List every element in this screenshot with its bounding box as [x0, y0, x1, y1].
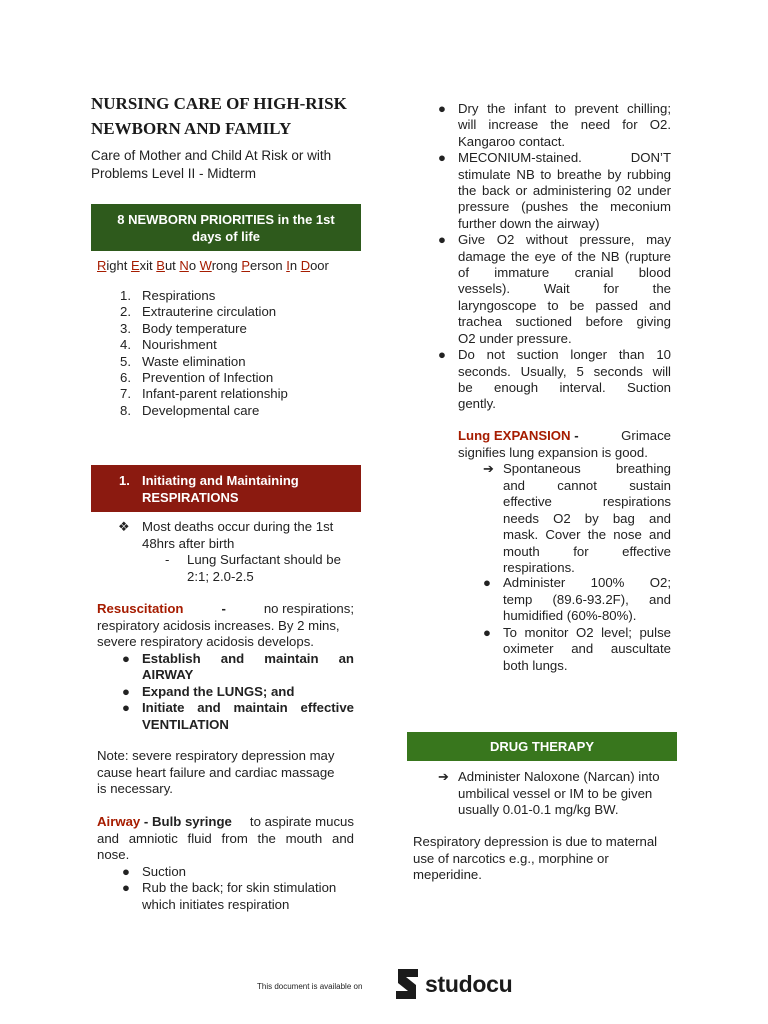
mnemonic-letter: D	[300, 258, 311, 273]
mnemonic-rest: rong	[211, 258, 238, 273]
bullet-line: VENTILATION	[142, 716, 229, 732]
priority-text: Respirations	[142, 288, 216, 303]
mnemonic-letter: B	[156, 258, 165, 273]
priorities-mnemonic	[97, 258, 367, 273]
mnemonic-letter: W	[199, 258, 212, 273]
right-bullet-list	[434, 101, 671, 413]
diamond-bullet-icon: ❖	[118, 519, 130, 534]
priority-text: Developmental care	[142, 402, 260, 418]
bullet-line: Give O2 without pressure, may	[458, 232, 671, 248]
subtitle-line: Problems Level II - Midterm	[91, 166, 257, 181]
bulb-syringe-text: Bulb syringe	[151, 814, 232, 829]
title-line: NURSING CARE OF HIGH-RISK	[91, 94, 347, 113]
bullet-dot-icon: ●	[122, 650, 130, 666]
bullet-line: Kangaroo contact.	[458, 133, 566, 149]
mnemonic-rest: erson	[250, 258, 283, 273]
bullet-line: needs O2 by bag and	[503, 510, 671, 526]
bullet-line: both lungs.	[503, 657, 568, 673]
priority-item	[117, 403, 357, 419]
airway-section	[97, 814, 354, 913]
studocu-logo-icon[interactable]	[392, 967, 424, 1001]
bullet-line: umbilical vessel or IM to be given	[458, 785, 653, 801]
priority-text: Infant-parent relationship	[142, 386, 288, 402]
bullet-line: Expand the LUNGS; and	[142, 683, 295, 699]
bullet-line: Suction	[142, 863, 186, 879]
lung-expansion-label: Lung EXPANSION	[458, 428, 571, 443]
heading-line: Initiating and Maintaining	[142, 473, 299, 488]
bullet-dot-icon: ●	[122, 700, 130, 715]
mnemonic-letter: I	[286, 258, 290, 273]
bullet-item	[479, 575, 671, 625]
bullet-line: pressure (pushes the meconium	[458, 199, 671, 215]
mnemonic-rest: ight	[106, 258, 128, 273]
text-line: no respirations;	[263, 601, 354, 616]
bullet-line: humidified (60%-80%).	[503, 608, 637, 623]
bullet-line: Administer 100% O2;	[503, 575, 671, 590]
priority-text: Nourishment	[142, 337, 217, 353]
bullet-dot-icon: ●	[122, 683, 130, 699]
respirations-heading	[91, 465, 361, 512]
priority-number: 1.	[120, 288, 131, 303]
mnemonic-letter: N	[179, 258, 189, 273]
lung-arrow-list	[479, 461, 671, 577]
bullet-line: further down the airway)	[458, 215, 600, 231]
heading-line: RESPIRATIONS	[142, 490, 239, 505]
bullet-line: damage the eye of the NB (rupture	[458, 248, 671, 264]
bullet-item	[118, 684, 354, 701]
arrow-item	[434, 769, 684, 819]
bullet-line: Administer Naloxone (Narcan) into	[458, 769, 660, 784]
airway-bullets	[118, 864, 354, 914]
priority-item	[117, 288, 357, 304]
bullet-dot-icon: ●	[438, 347, 446, 363]
lung-bullet-list	[479, 575, 671, 674]
studocu-brand-text[interactable]: studocu	[425, 971, 513, 997]
bullet-line: will increase the need for O2.	[458, 117, 671, 133]
bullet-line: of immature cranial blood	[458, 265, 671, 281]
document-title	[91, 91, 371, 141]
priority-text: Prevention of Infection	[142, 370, 274, 386]
priority-number: 5.	[120, 353, 131, 369]
bullet-dot-icon: ●	[438, 232, 446, 248]
text-line: is necessary.	[97, 781, 173, 796]
bullet-line: trachea suctioned before giving	[458, 314, 671, 330]
bullet-dot-icon: ●	[122, 880, 130, 895]
bullet-line: laryngoscope to be passed and	[458, 297, 671, 313]
bullet-line: Most deaths occur during the 1st	[142, 519, 334, 534]
mnemonic-rest: xit	[139, 258, 153, 273]
bullet-dot-icon: ●	[483, 575, 491, 590]
lung-expansion-section	[458, 428, 671, 461]
heading-number: 1.	[119, 473, 130, 488]
mnemonic-rest: ut	[164, 258, 176, 273]
priority-item	[117, 337, 357, 353]
dash-bullet-icon: -	[165, 552, 170, 567]
text-line: meperidine.	[413, 867, 482, 882]
text-line: nose.	[97, 847, 130, 862]
bullet-item	[434, 232, 671, 347]
bullet-line: Dry the infant to prevent chilling;	[458, 101, 671, 116]
note-paragraph	[97, 748, 354, 798]
bullet-line: Do not suction longer than 10	[458, 347, 671, 363]
bullet-line: 2:1; 2.0-2.5	[187, 568, 254, 584]
bullet-line: temp (89.6-93.2F), and	[503, 591, 671, 607]
bullet-line: be enough interval. Suction	[458, 379, 671, 395]
bullet-line: Rub the back; for skin stimulation	[142, 880, 337, 895]
mnemonic-rest: o	[188, 258, 197, 273]
bullet-line: MECONIUM-stained. DON’T	[458, 150, 671, 166]
text-line: cause heart failure and cardiac massage	[97, 764, 335, 780]
bullet-line: stimulate NB to breathe by rubbing	[458, 166, 671, 182]
priorities-heading	[91, 204, 361, 251]
bullet-line: 48hrs after birth	[142, 535, 235, 551]
text-line: use of narcotics e.g., morphine or	[413, 850, 609, 866]
title-line: NEWBORN AND FAMILY	[91, 119, 292, 138]
bullet-line: Initiate and maintain effective	[142, 700, 354, 715]
mnemonic-rest: n	[289, 258, 298, 273]
mnemonic-letter: P	[241, 258, 251, 273]
priority-number: 8.	[120, 402, 131, 418]
bullet-item	[479, 625, 671, 675]
bullet-item	[118, 700, 354, 733]
arrow-bullet-icon: ➔	[483, 461, 495, 476]
priority-number: 7.	[120, 386, 131, 402]
resuscitation-label: Resuscitation	[97, 601, 184, 616]
bullet-dot-icon: ●	[483, 624, 491, 640]
bullet-line: gently.	[458, 396, 496, 412]
priority-item	[117, 386, 357, 402]
priority-item	[117, 370, 357, 386]
resuscitation-bullets	[118, 651, 354, 734]
text-line: signifies lung expansion is good.	[458, 444, 648, 460]
priority-text: Body temperature	[142, 320, 247, 336]
text-line: to aspirate mucus	[249, 814, 354, 829]
arrow-item	[479, 461, 671, 577]
bullet-line: usually 0.01-0.1 mg/kg BW.	[458, 802, 619, 817]
bullet-line: oximeter and auscultate	[503, 641, 671, 656]
bullet-line: Spontaneous breathing	[503, 461, 671, 476]
priority-item	[117, 304, 357, 320]
mnemonic-letter: R	[97, 258, 107, 273]
arrow-bullet-icon: ➔	[438, 769, 450, 784]
bullet-line: mask. Cover the nose and	[503, 527, 671, 542]
drug-paragraph	[413, 834, 683, 884]
priorities-list	[117, 288, 357, 419]
text-line: Grimace	[621, 428, 671, 443]
subtitle-line: Care of Mother and Child At Risk or with	[91, 148, 332, 163]
priority-item	[117, 354, 357, 370]
separator-dash: -	[140, 814, 152, 829]
resuscitation-section	[97, 601, 354, 733]
bullet-line: the back or administering 02 under	[458, 183, 671, 199]
bullet-line: To monitor O2 level; pulse	[503, 624, 671, 640]
mnemonic-letter: E	[130, 258, 140, 273]
bullet-line: vessels). Wait for the	[458, 281, 671, 297]
bullet-item	[118, 864, 354, 881]
bullet-item	[118, 651, 354, 684]
priority-number: 3.	[120, 320, 131, 336]
bullet-line: seconds. Usually, 5 seconds will	[458, 363, 671, 379]
heading-line: days of life	[192, 228, 260, 244]
heading-line: 8 NEWBORN PRIORITIES in the 1st	[117, 211, 335, 227]
priority-text: Waste elimination	[142, 353, 246, 369]
drug-arrow-list	[434, 769, 684, 819]
footer-text: This document is available on	[257, 982, 363, 991]
drug-therapy-heading	[407, 732, 677, 761]
bullet-line: and cannot sustain	[503, 477, 671, 493]
bullet-item	[434, 150, 671, 232]
mnemonic-rest: oor	[310, 258, 329, 273]
bullet-line: mouth for effective	[503, 543, 671, 559]
bullet-dot-icon: ●	[438, 101, 446, 116]
text-line: Respiratory depression is due to maternal	[413, 834, 658, 849]
airway-label: Airway	[97, 814, 141, 829]
text-line: severe respiratory acidosis develops.	[97, 634, 314, 649]
bullet-line: AIRWAY	[142, 667, 194, 682]
separator-dash: -	[221, 601, 226, 616]
priority-item	[117, 321, 357, 337]
bullet-dot-icon: ●	[438, 150, 446, 166]
priority-number: 2.	[120, 304, 131, 320]
bullet-line: respirations.	[503, 560, 575, 575]
bullet-line: O2 under pressure.	[458, 330, 572, 346]
bullet-line: which initiates respiration	[142, 896, 290, 912]
priority-number: 4.	[120, 337, 131, 353]
bullet-dot-icon: ●	[122, 863, 130, 879]
bullet-line: Lung Surfactant should be	[187, 552, 341, 567]
text-line: respiratory acidosis increases. By 2 mins,	[97, 617, 340, 633]
heading-text: DRUG THERAPY	[489, 739, 594, 754]
text-line: and amniotic fluid from the mouth and	[97, 830, 354, 846]
respirations-bullet	[118, 519, 358, 585]
document-subtitle	[91, 147, 381, 183]
text-line: Note: severe respiratory depression may	[97, 748, 335, 763]
priority-number: 6.	[120, 370, 131, 386]
bullet-line: Establish and maintain an	[142, 650, 354, 666]
separator-dash: -	[570, 428, 583, 443]
bullet-item	[434, 101, 671, 150]
bullet-item	[434, 347, 671, 413]
bullet-line: effective respirations	[503, 494, 671, 509]
bullet-item	[118, 880, 354, 913]
priority-text: Extrauterine circulation	[142, 304, 277, 320]
